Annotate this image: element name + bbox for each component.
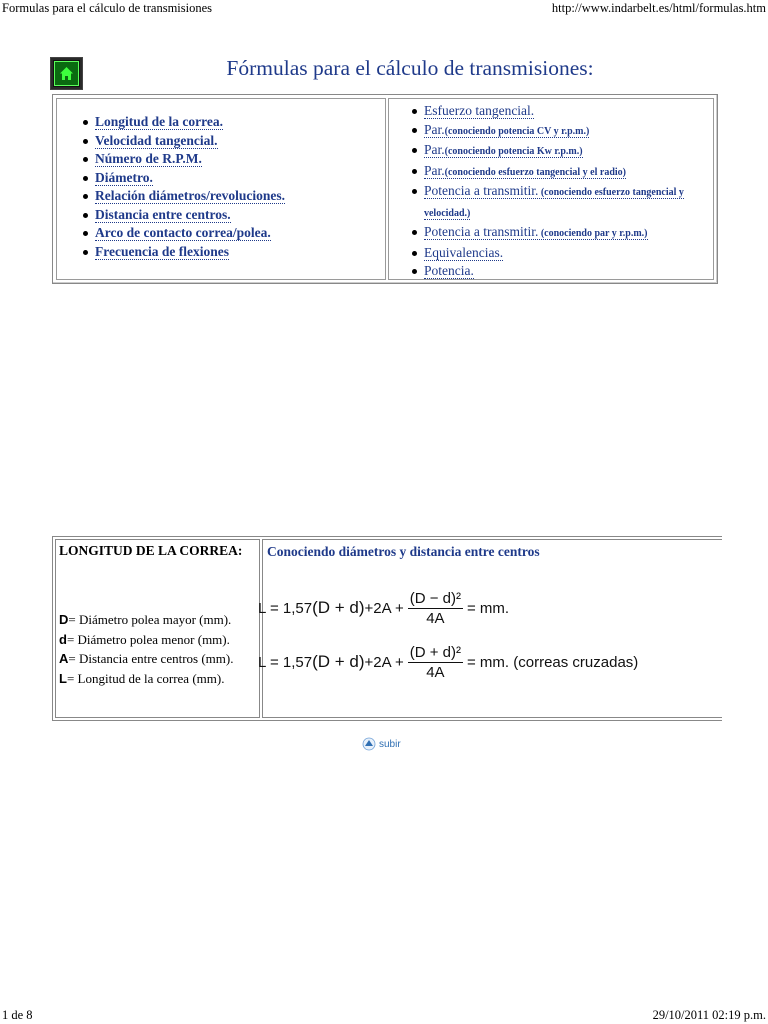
arrow-up-icon [362, 737, 376, 751]
link-numero-rpm[interactable]: Número de R.P.M. [95, 151, 202, 166]
formula-rhs: = mm. [467, 599, 510, 617]
definition-text: = Diámetro polea mayor (mm). [68, 612, 232, 627]
formula-crossed-belt [258, 638, 638, 686]
fraction-bar [408, 608, 463, 609]
definition-text: = Distancia entre centros (mm). [68, 651, 234, 666]
list-item [95, 206, 385, 225]
index-left-column [56, 98, 386, 280]
link-text: Par. [423, 162, 445, 178]
link-par-cv[interactable] [424, 122, 589, 138]
list-item [95, 187, 385, 206]
link-diametro[interactable]: Diámetro. [95, 169, 153, 185]
fraction-denominator: 4A [426, 609, 445, 627]
definition-symbol: D [59, 612, 69, 627]
link-relacion-diametros[interactable]: Relación diámetros/revoluciones. [95, 188, 285, 203]
formula-index-table [52, 94, 718, 284]
list-item [424, 102, 713, 121]
list-item [424, 244, 713, 263]
formula-lhs: L = 1,57 [258, 599, 313, 617]
link-note: (conociendo par y r.p.m.) [538, 228, 648, 239]
subir-label: subir [379, 738, 401, 750]
formula-fraction [408, 644, 463, 681]
link-note: (conociendo potencia CV y r.p.m.) [444, 125, 590, 137]
subir-button[interactable] [362, 737, 401, 751]
list-item [424, 121, 713, 142]
page-url: http://www.indarbelt.es/html/formulas.htm [551, 1, 766, 15]
list-item [424, 262, 713, 281]
fraction-numerator: (D + d)² [409, 643, 461, 661]
fraction-denominator: 4A [426, 663, 445, 681]
definition-symbol: A [59, 651, 69, 666]
document-title: Formulas para el cálculo de transmisiones [2, 1, 213, 15]
link-text: Par. [423, 121, 445, 137]
link-note: (conociendo esfuerzo tangencial y el radio) [444, 166, 626, 178]
link-esfuerzo-tangencial[interactable] [424, 103, 534, 119]
list-item [95, 113, 385, 132]
home-button[interactable] [50, 57, 83, 90]
list-item [95, 169, 385, 188]
definition-row [59, 630, 233, 650]
link-potencia[interactable] [424, 263, 474, 279]
formula-fraction [408, 590, 463, 627]
link-par-radio[interactable] [424, 163, 626, 179]
link-distancia-centros[interactable]: Distancia entre centros. [95, 206, 231, 222]
page-title: Fórmulas para el cálculo de transmisiones: [226, 56, 594, 80]
link-note: (conociendo potencia Kw r.p.m.) [444, 146, 583, 157]
link-text: Potencia a transmitir. [423, 183, 539, 198]
link-equivalencias[interactable] [424, 245, 503, 261]
definition-symbol: L [59, 670, 67, 686]
index-right-column [388, 98, 714, 280]
fraction-numerator: (D − d)² [409, 589, 461, 607]
link-text: Par. [423, 142, 445, 157]
list-item [424, 223, 713, 244]
link-note: (conociendo esfuerzo tangencial y velocidad.) [423, 187, 684, 219]
section-subtitle: Conociendo diámetros y distancia entre centros [267, 544, 540, 559]
definition-text: = Longitud de la correa (mm). [66, 670, 225, 686]
link-arco-contacto[interactable]: Arco de contacto correa/polea. [95, 225, 271, 240]
link-text: Esfuerzo tangencial. [423, 103, 535, 118]
formula-open-belt [258, 584, 509, 632]
belt-length-definitions-cell [55, 539, 260, 718]
formula-mid: +2A + [364, 653, 404, 671]
list-item [95, 150, 385, 169]
link-potencia-par[interactable] [424, 224, 648, 240]
link-par-kw[interactable] [424, 142, 583, 158]
formula-lhs: L = 1,57 [258, 653, 313, 671]
list-item [95, 243, 385, 262]
definition-row [59, 669, 233, 689]
list-item [95, 224, 385, 243]
list-item [424, 162, 713, 183]
print-datetime: 29/10/2011 02:19 p.m. [652, 1008, 766, 1022]
definition-row [59, 610, 233, 630]
link-text: Equivalencias. [423, 244, 504, 260]
definition-text: = Diámetro polea menor (mm). [66, 631, 230, 647]
definitions-list [59, 610, 233, 688]
page-number: 1 de 8 [2, 1008, 33, 1022]
definition-symbol: d [59, 631, 67, 647]
list-item [424, 141, 713, 162]
formula-paren: (D + d) [312, 598, 365, 617]
link-potencia-velocidad[interactable] [424, 183, 684, 220]
link-text: Potencia a transmitir. [423, 224, 539, 239]
formula-rhs: = mm. (correas cruzadas) [467, 653, 639, 671]
list-item [424, 182, 713, 223]
fraction-bar [408, 662, 463, 663]
section-heading: LONGITUD DE LA CORREA: [59, 543, 243, 558]
link-frecuencia-flexiones[interactable]: Frecuencia de flexiones [95, 243, 229, 259]
definition-row [59, 649, 233, 669]
list-item [95, 132, 385, 151]
home-icon [54, 61, 79, 86]
formula-paren: (D + d) [312, 652, 365, 671]
link-velocidad-tangencial[interactable]: Velocidad tangencial. [95, 132, 218, 148]
link-text: Potencia. [423, 263, 474, 278]
formula-mid: +2A + [364, 599, 404, 617]
link-longitud-correa[interactable]: Longitud de la correa. [95, 114, 223, 129]
